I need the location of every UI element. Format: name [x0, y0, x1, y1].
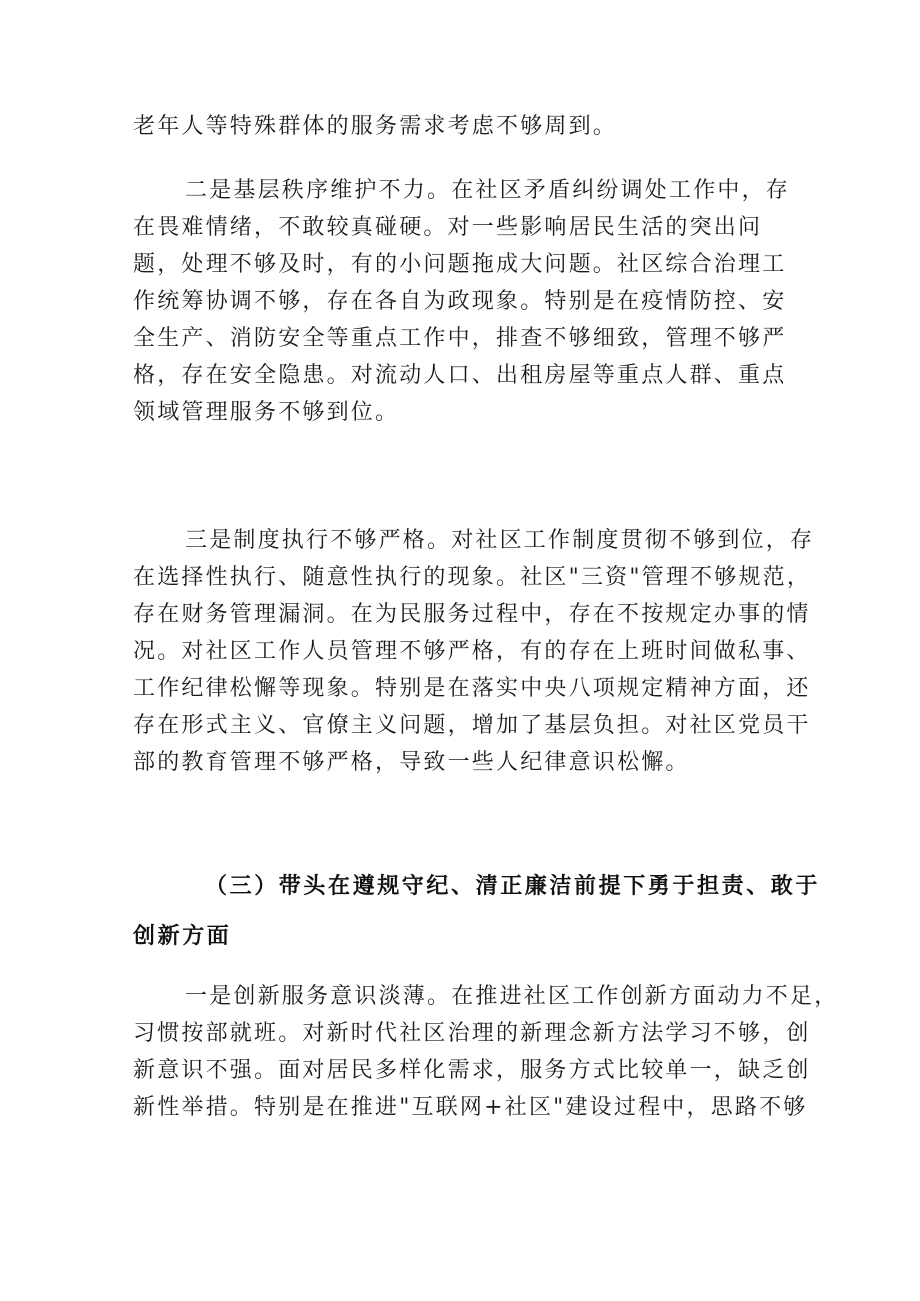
paragraph-line: 新性举措。特别是在推进"互联网+社区"建设过程中，思路不够 [133, 1095, 808, 1120]
paragraph-line: 部的教育管理不够严格，导致一些人纪律意识松懈。 [133, 750, 690, 775]
paragraph-line: 习惯按部就班。对新时代社区治理的新理念新方法学习不够，创 [133, 1021, 811, 1046]
paragraph-line: 工作纪律松懈等现象。特别是在落实中央八项规定精神方面，还 [133, 676, 811, 701]
paragraph-line: 格，存在安全隐患。对流动人口、出租房屋等重点人群、重点 [133, 363, 787, 388]
paragraph-line: 作统筹协调不够，存在各自为政现象。特别是在疫情防控、安 [133, 289, 787, 314]
paragraph-line: 老年人等特殊群体的服务需求考虑不够周到。 [133, 114, 618, 139]
heading-line: 创新方面 [133, 924, 232, 949]
paragraph-line: 全生产、消防安全等重点工作中，排查不够细致，管理不够严 [133, 326, 787, 351]
paragraph-line: 一是创新服务意识淡薄。在推进社区工作创新方面动力不足， [185, 984, 839, 1009]
paragraph-line: 在畏难情绪，不敢较真碰硬。对一些影响居民生活的突出问 [133, 215, 763, 240]
paragraph-line: 在选择性执行、随意性执行的现象。社区"三资"管理不够规范， [133, 565, 812, 590]
heading-line: （三）带头在遵规守纪、清正廉洁前提下勇于担责、敢于 [205, 874, 821, 899]
paragraph-line: 二是基层秩序维护不力。在社区矛盾纠纷调处工作中，存 [185, 178, 791, 203]
paragraph-line: 新意识不强。面对居民多样化需求，服务方式比较单一，缺乏创 [133, 1058, 811, 1083]
paragraph-line: 题，处理不够及时，有的小问题拖成大问题。社区综合治理工 [133, 252, 787, 277]
paragraph-line: 况。对社区工作人员管理不够严格，有的存在上班时间做私事、 [133, 639, 811, 664]
paragraph-line: 存在财务管理漏洞。在为民服务过程中，存在不按规定办事的情 [133, 602, 811, 627]
paragraph-line: 领域管理服务不够到位。 [133, 400, 400, 425]
paragraph-line: 存在形式主义、官僚主义问题，增加了基层负担。对社区党员干 [133, 713, 811, 738]
paragraph-line: 三是制度执行不够严格。对社区工作制度贯彻不够到位，存 [185, 528, 815, 553]
